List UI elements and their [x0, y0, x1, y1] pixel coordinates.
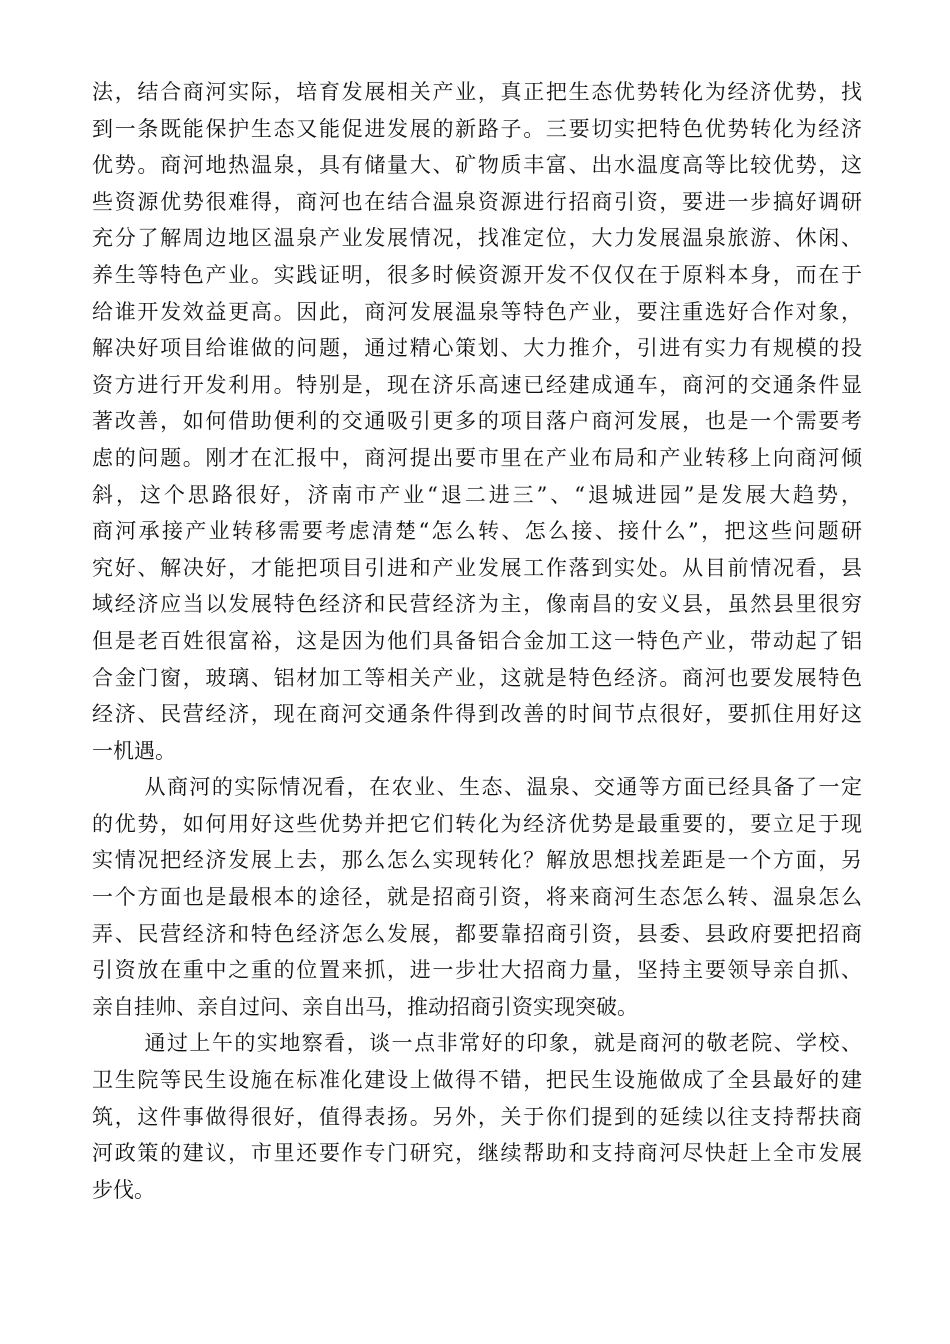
text-line: 一机遇。 — [92, 738, 176, 763]
text-line: 解决好项目给谁做的问题，通过精心策划、大力推介，引进有实力有规模的投 — [92, 336, 862, 361]
text-line: 实情况把经济发展上去，那么怎么实现转化？解放思想找差距是一个方面，另 — [92, 848, 862, 873]
text-line: 步伐。 — [92, 1177, 155, 1202]
text-line: 斜，这个思路很好，济南市产业“退二进三”、“退城进园”是发展大趋势， — [92, 482, 862, 507]
text-line: 法，结合商河实际，培育发展相关产业，真正把生态优势转化为经济优势，找 — [92, 80, 862, 104]
text-line: 的优势，如何用好这些优势并把它们转化为经济优势是最重要的，要立足于现 — [92, 811, 862, 836]
paragraph-2 — [92, 769, 862, 1025]
text-line: 经济、民营经济，现在商河交通条件得到改善的时间节点很好，要抓住用好这 — [92, 702, 862, 727]
text-line: 到一条既能保护生态又能促进发展的新路子。三要切实把特色优势转化为经济 — [92, 116, 862, 141]
text-line: 亲自挂帅、亲自过问、亲自出马，推动招商引资实现突破。 — [92, 994, 638, 1019]
text-line: 卫生院等民生设施在标准化建设上做得不错，把民生设施做成了全县最好的建 — [92, 1068, 862, 1093]
text-line: 著改善，如何借助便利的交通吸引更多的项目落户商河发展，也是一个需要考 — [92, 409, 862, 434]
text-line: 引资放在重中之重的位置来抓，进一步壮大招商力量，坚持主要领导亲自抓、 — [92, 958, 862, 983]
text-line: 资方进行开发利用。特别是，现在济乐高速已经建成通车，商河的交通条件显 — [92, 372, 862, 397]
text-line: 域经济应当以发展特色经济和民营经济为主，像南昌的安义县，虽然县里很穷 — [92, 592, 862, 617]
paragraph-3 — [92, 1025, 862, 1208]
text-line: 些资源优势很难得，商河也在结合温泉资源进行招商引资，要进一步搞好调研 — [92, 189, 862, 214]
text-line: 一个方面也是最根本的途径，就是招商引资，将来商河生态怎么转、温泉怎么 — [92, 885, 862, 910]
text-line: 从商河的实际情况看，在农业、生态、温泉、交通等方面已经具备了一定 — [144, 775, 862, 800]
text-line: 筑，这件事做得很好，值得表扬。另外，关于你们提到的延续以往支持帮扶商 — [92, 1104, 862, 1129]
text-line: 商河承接产业转移需要考虑清楚“怎么转、怎么接、接什么”，把这些问题研 — [92, 519, 862, 544]
text-line: 弄、民营经济和特色经济怎么发展，都要靠招商引资，县委、县政府要把招商 — [92, 921, 862, 946]
text-line: 合金门窗，玻璃、铝材加工等相关产业，这就是特色经济。商河也要发展特色 — [92, 665, 862, 690]
text-line: 养生等特色产业。实践证明，很多时候资源开发不仅仅在于原料本身，而在于 — [92, 262, 862, 287]
text-line: 通过上午的实地察看，谈一点非常好的印象，就是商河的敬老院、学校、 — [144, 1031, 862, 1056]
paragraph-1 — [92, 74, 862, 769]
text-line: 充分了解周边地区温泉产业发展情况，找准定位，大力发展温泉旅游、休闲、 — [92, 226, 862, 251]
text-line: 究好、解决好，才能把项目引进和产业发展工作落到实处。从目前情况看，县 — [92, 555, 862, 580]
text-line: 优势。商河地热温泉，具有储量大、矿物质丰富、出水温度高等比较优势，这 — [92, 153, 862, 178]
text-line: 虑的问题。刚才在汇报中，商河提出要市里在产业布局和产业转移上向商河倾 — [92, 445, 862, 470]
text-line: 给谁开发效益更高。因此，商河发展温泉等特色产业，要注重选好合作对象， — [92, 299, 862, 324]
text-line: 河政策的建议，市里还要作专门研究，继续帮助和支持商河尽快赶上全市发展 — [92, 1141, 862, 1166]
text-line: 但是老百姓很富裕，这是因为他们具备铝合金加工这一特色产业，带动起了铝 — [92, 628, 862, 653]
document-body — [92, 74, 862, 1208]
